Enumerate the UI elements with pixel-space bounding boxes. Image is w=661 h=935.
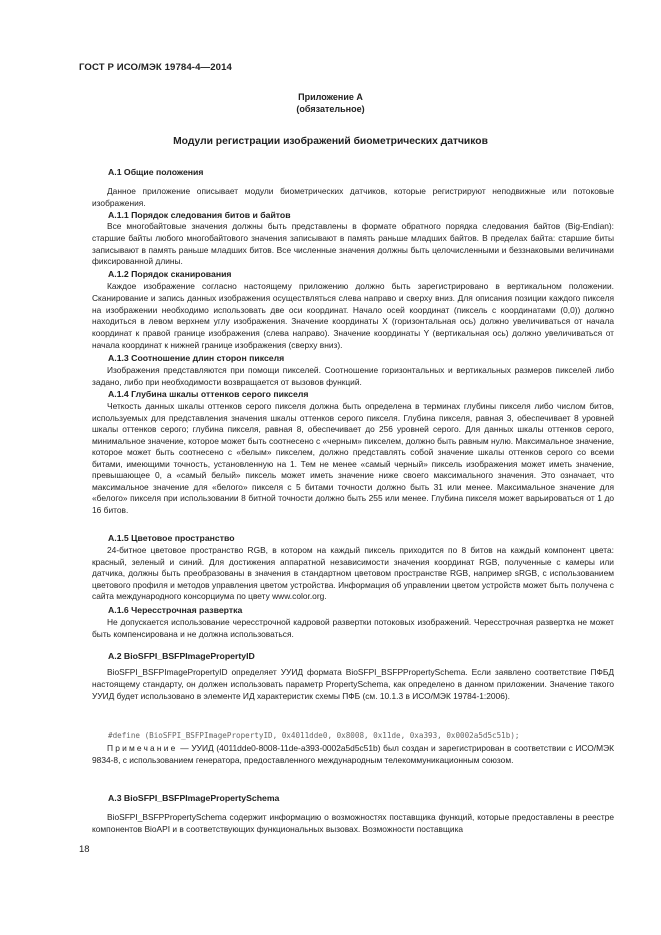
section-heading: А.1.2 Порядок сканирования: [108, 269, 232, 279]
appendix-subtitle: (обязательное): [296, 104, 365, 114]
paragraph: BioSFPI_BSFPImagePropertyID определяет УУИД формата BioSFPI_BSFPPropertySchema. Если заявлено соответствие ПФБД настоящему стандарту, он должен использовать параметр PropertySchema, как определено в данном приложении. Значение такого УУИД будет использовано в элементе ИД характеристик схемы ПФБ (см. 10.1.3 в ИСО/МЭК 19784-1:2006).: [92, 667, 614, 701]
paragraph: BioSFPI_BSFPPropertySchema содержит информацию о возможностях поставщика функций, которые предоставлены в реестре компонентов BioAPI и в соответствующих функциональных вызовах. Возможности поставщика: [92, 812, 614, 834]
note: [92, 743, 614, 767]
paragraph: Четкость данных шкалы оттенков серого пикселя должна быть определена в терминах глубины пикселя либо числом битов, используемых для представления значения шкалы оттенков серого пикселя. Глубина пикселя, равная 3, обеспечивает 8 уровней шкалы оттенков серого; глубина пикселя, равная 8, обеспечивает до 256 уровней серого. Для данных шкалы оттенков серого, минимальное значение, которое может быть соотнесено с «черным» пикселем, должно быть равным нулю. Максимальное значение, которое может быть соотнесено с «белым» пикселем, должно представлять собой значение шкалы оттенков серого со всеми битами, имеющими точность, установленную на 1. Тем не менее «самый черный» пиксель изображения может иметь значение, превышающее 0, а «самый белый» пиксель может иметь значение ниже своего максимального значения. Это означает, что максимальное значение для «белого» пикселя с 5 битами точности должно быть 31 или менее. Максимальное значение для «белого» пикселя при использовании 8 битной точности должно быть 255 или менее. Глубина пикселя может варьироваться от 1 до 16 битов.: [92, 401, 614, 515]
section-heading: А.1.4 Глубина шкалы оттенков серого пикселя: [108, 389, 309, 399]
section-heading: А.1 Общие положения: [108, 167, 204, 177]
appendix-heading: Модули регистрации изображений биометрических датчиков: [173, 136, 488, 147]
standard-header: ГОСТ Р ИСО/МЭК 19784-4—2014: [79, 62, 232, 73]
note-text: — УУИД (4011dde0-8008-11de-a393-0002a5d5c51b) был создан и зарегистрирован в соответствии с ИСО/МЭК 9834-8, с использованием генератора, предоставленного международным телекоммуникационным союзом.: [92, 743, 614, 765]
paragraph: Все многобайтовые значения должны быть представлены в формате обратного порядка следования байтов (Big-Endian): старшие байты любого многобайтового значения записывают в память раньше младших байтов. В пределах байта: старшие биты записывают в память раньше младших битов. Все численные значения должны быть целочисленными и беззнаковыми величинами фиксированной длины.: [92, 221, 614, 267]
note-label: Примечание: [107, 743, 178, 753]
code-define: #define (BioSFPI_BSFPImagePropertyID, 0x4011dde0, 0x8008, 0x11de, 0xa393, 0x0002a5d5c51b);: [108, 731, 520, 740]
section-heading: А.1.1 Порядок следования битов и байтов: [108, 210, 291, 220]
section-heading: А.2 BioSFPI_BSFPImagePropertyID: [108, 651, 255, 661]
section-heading: А.3 BioSFPI_BSFPImagePropertySchema: [108, 793, 280, 803]
paragraph: Каждое изображение согласно настоящему приложению должно быть зарегистрировано в вертикальном положении. Сканирование и запись данных изображения осуществляться слева направо и сверху вниз. Для описания позиции каждого пикселя на изображении необходимо использовать две оси координат. Начало осей координат (пиксель с координатами (0,0)) должно находиться в левом верхнем углу изображения. Значение координаты X (горизонтальная ось) должно увеличиваться от начала координат к правой границе изображения (слева направо). Значение координаты Y (вертикальная ось) должно увеличиваться от начала координат к нижней границе изображения (сверху вниз).: [92, 281, 614, 350]
paragraph: 24-битное цветовое пространство RGB, в котором на каждый пиксель приходится по 8 битов на каждый компонент цвета: красный, зеленый и синий. Для достижения аппаратной независимости значения координат RGB, полученные с камеры или датчика, должны быть преобразованы в значения в стандартном цветовом пространстве RGB, например sRGB, с использованием цветового профиля и методов управления цветом устройства. Информация об управлении цветом устройств может быть получена с сайта международного консорциума по цвету www.color.org.: [92, 545, 614, 601]
paragraph: Изображения представляются при помощи пикселей. Соотношение горизонтальных и вертикальных размеров пикселей либо задано, либо при необходимости возвращается от вызовов функций.: [92, 365, 614, 387]
page-number: 18: [79, 844, 90, 855]
paragraph: Данное приложение описывает модули биометрических датчиков, которые регистрируют неподвижные или потоковые изображения.: [92, 186, 614, 208]
appendix-title: Приложение А: [298, 92, 363, 102]
paragraph: Не допускается использование чересстрочной кадровой развертки потоковых изображений. Чересстрочная развертка не может быть компенсирована и не должна использоваться.: [92, 617, 614, 639]
section-heading: А.1.6 Чересстрочная развертка: [108, 605, 243, 615]
section-heading: А.1.5 Цветовое пространство: [108, 533, 235, 543]
section-heading: А.1.3 Соотношение длин сторон пикселя: [108, 353, 285, 363]
